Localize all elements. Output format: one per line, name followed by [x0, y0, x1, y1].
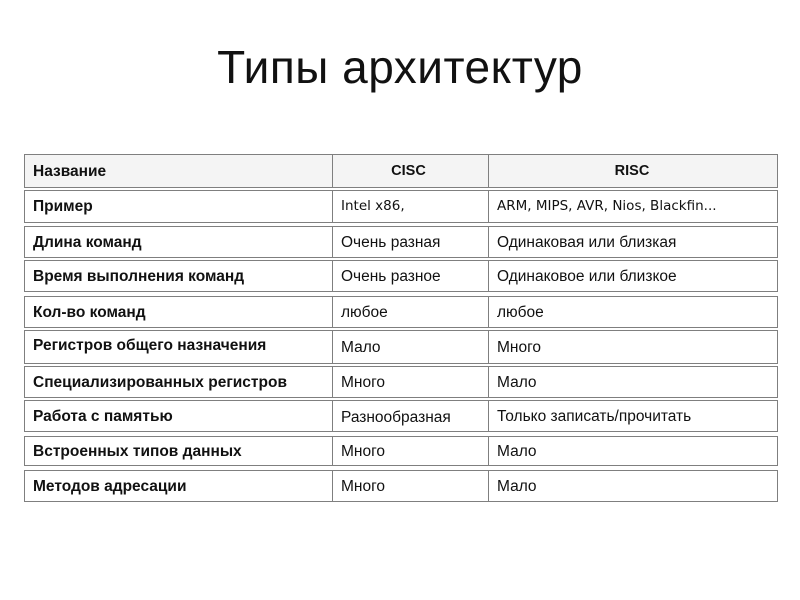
cisc-value: Много	[333, 367, 489, 397]
risc-value: Мало	[497, 373, 537, 391]
table-row-example	[24, 190, 778, 223]
risc-value: ARM, MIPS, AVR, Nios, Blackfin...	[497, 198, 717, 214]
row-label: Регистров общего назначения	[25, 331, 333, 363]
risc-value: Только записать/прочитать	[497, 407, 692, 425]
table-row-special-registers	[24, 366, 778, 398]
row-label: Длина команд	[25, 227, 333, 257]
table-row-memory-access	[24, 400, 778, 432]
cisc-value: любое	[333, 297, 489, 327]
table-row-data-types	[24, 436, 778, 466]
row-label: Пример	[25, 191, 333, 222]
header-risc: RISC	[614, 162, 650, 179]
table-row-command-length	[24, 226, 778, 258]
risc-value: Мало	[497, 442, 537, 460]
risc-value: Мало	[497, 477, 537, 495]
cisc-value: Intel x86,	[333, 191, 489, 222]
cisc-value: Много	[333, 471, 489, 501]
table-row-general-registers	[24, 330, 778, 364]
cisc-value: Очень разное	[333, 261, 489, 291]
row-label: Кол-во команд	[25, 297, 333, 327]
cisc-value: Мало	[333, 331, 489, 363]
table-row-command-count	[24, 296, 778, 328]
risc-value: Много	[497, 338, 542, 356]
risc-value: любое	[497, 303, 544, 321]
cisc-value: Очень разная	[333, 227, 489, 257]
table-row-execution-time	[24, 260, 778, 292]
cisc-value: Много	[333, 437, 489, 465]
header-cisc: CISC	[333, 155, 489, 187]
table-row-addressing-modes	[24, 470, 778, 502]
header-name: Название	[25, 155, 333, 187]
table-header-row	[24, 154, 778, 188]
row-label: Работа с памятью	[25, 401, 333, 431]
slide-title: Типы архитектур	[217, 41, 583, 93]
row-label: Встроенных типов данных	[25, 437, 333, 465]
risc-value: Одинаковое или близкое	[497, 267, 677, 285]
row-label: Время выполнения команд	[25, 261, 333, 291]
risc-value: Одинаковая или близкая	[497, 233, 677, 251]
row-label: Специализированных регистров	[25, 367, 333, 397]
cisc-value: Разнообразная	[333, 401, 489, 431]
row-label: Методов адресации	[25, 471, 333, 501]
